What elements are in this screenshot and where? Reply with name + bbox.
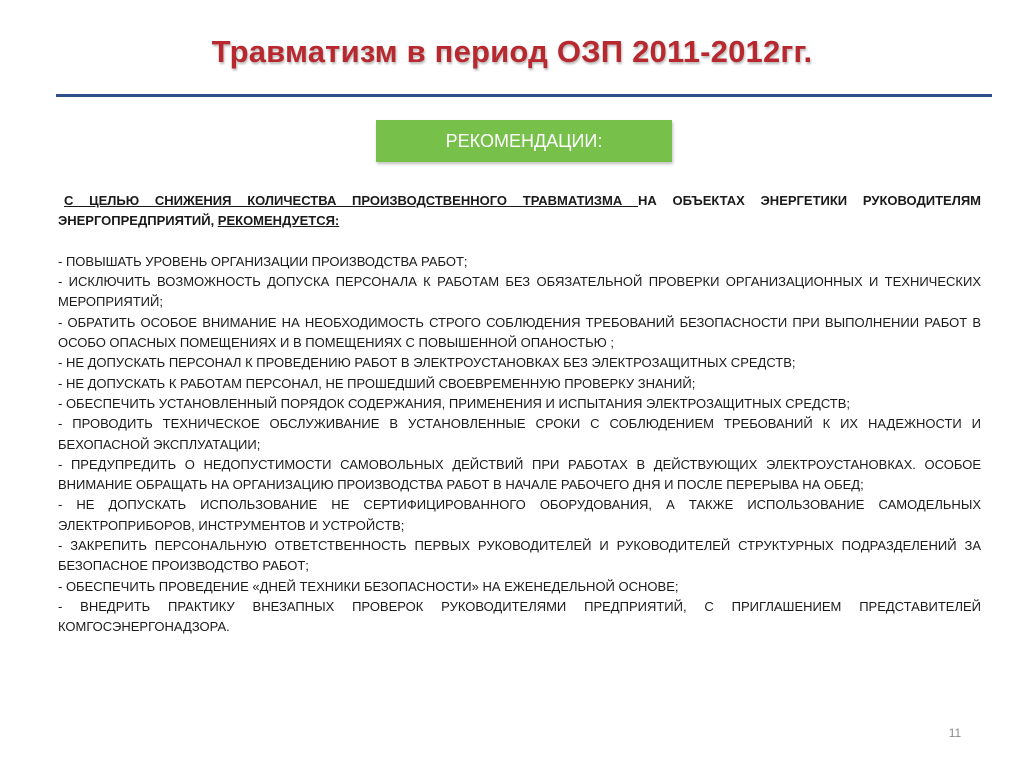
paragraph-gap — [58, 232, 981, 252]
page-number: 11 — [948, 726, 962, 740]
recommendations-text — [58, 191, 981, 638]
recommendation-item: - ИСКЛЮЧИТЬ ВОЗМОЖНОСТЬ ДОПУСКА ПЕРСОНАЛА К РАБОТАМ БЕЗ ОБЯЗАТЕЛЬНОЙ ПРОВЕРКИ ОРГАНИЗАЦИОННЫХ И ТЕХНИЧЕСКИХ МЕРОПРИЯТИЙ; — [58, 274, 981, 310]
recommendations-banner: РЕКОМЕНДАЦИИ: — [376, 120, 672, 162]
intro-recommended-word: РЕКОМЕНДУЕТСЯ: — [217, 213, 340, 229]
recommendation-item: - НЕ ДОПУСКАТЬ ПЕРСОНАЛ К ПРОВЕДЕНИЮ РАБОТ В ЭЛЕКТРОУСТАНОВКАХ БЕЗ ЭЛЕКТРОЗАЩИТНЫХ СРЕДСТВ; — [58, 355, 796, 371]
slide-title: Травматизм в период ОЗП 2011-2012гг. — [211, 34, 813, 69]
intro-paragraph — [58, 191, 981, 232]
recommendation-item: - ЗАКРЕПИТЬ ПЕРСОНАЛЬНУЮ ОТВЕТСТВЕННОСТЬ ПЕРВЫХ РУКОВОДИТЕЛЕЙ И РУКОВОДИТЕЛЕЙ СТРУКТУРНЫХ ПОДРАЗДЕЛЕНИЙ ЗА БЕЗОПАСНОЕ ПРОИЗВОДСТВО РАБОТ; — [58, 538, 981, 574]
recommendation-item: - ОБРАТИТЬ ОСОБОЕ ВНИМАНИЕ НА НЕОБХОДИМОСТЬ СТРОГО СОБЛЮДЕНИЯ ТРЕБОВАНИЙ БЕЗОПАСНОСТИ ПРИ ВЫПОЛНЕНИИ РАБОТ В ОСОБО ОПАСНЫХ ПОМЕЩЕНИЯХ И В ПОМЕЩЕНИЯХ С ПОВЫШЕННОЙ ОПАНОСТЬЮ ; — [58, 314, 981, 351]
intro-underlined-phrase: С ЦЕЛЬЮ СНИЖЕНИЯ КОЛИЧЕСТВА ПРОИЗВОДСТВЕННОГО ТРАВМАТИЗМА — [64, 193, 638, 208]
recommendation-item: - ОБЕСПЕЧИТЬ ПРОВЕДЕНИЕ «ДНЕЙ ТЕХНИКИ БЕЗОПАСНОСТИ» НА ЕЖЕНЕДЕЛЬНОЙ ОСНОВЕ; — [58, 578, 679, 594]
recommendation-item: - НЕ ДОПУСКАТЬ К РАБОТАМ ПЕРСОНАЛ, НЕ ПРОШЕДШИЙ СВОЕВРЕМЕННУЮ ПРОВЕРКУ ЗНАНИЙ; — [58, 375, 696, 391]
recommendation-item: - ПОВЫШАТЬ УРОВЕНЬ ОРГАНИЗАЦИИ ПРОИЗВОДСТВА РАБОТ; — [58, 253, 468, 269]
recommendation-item: - НЕ ДОПУСКАТЬ ИСПОЛЬЗОВАНИЕ НЕ СЕРТИФИЦИРОВАННОГО ОБОРУДОВАНИЯ, А ТАКЖЕ ИСПОЛЬЗОВАНИЕ САМОДЕЛЬНЫХ ЭЛЕКТРОПРИБОРОВ, ИНСТРУМЕНТОВ И УСТРОЙСТВ; — [58, 497, 981, 533]
recommendation-item: - ОБЕСПЕЧИТЬ УСТАНОВЛЕННЫЙ ПОРЯДОК СОДЕРЖАНИЯ, ПРИМЕНЕНИЯ И ИСПЫТАНИЯ ЭЛЕКТРОЗАЩИТНЫХ СРЕДСТВ; — [58, 395, 851, 411]
intro-text: НА ОБЪЕКТАХ ЭНЕРГЕТИКИ РУКОВОДИТЕЛЯМ ЭНЕРГОПРЕДПРИЯТИЙ, — [58, 193, 982, 229]
recommendation-item: - ВНЕДРИТЬ ПРАКТИКУ ВНЕЗАПНЫХ ПРОВЕРОК РУКОВОДИТЕЛЯМИ ПРЕДПРИЯТИЙ, С ПРИГЛАШЕНИЕМ ПРЕДСТАВИТЕЛЕЙ КОМГОСЭНЕРГОНАДЗОРА. — [58, 598, 981, 635]
recommendation-item: - ПРОВОДИТЬ ТЕХНИЧЕСКОЕ ОБСЛУЖИВАНИЕ В УСТАНОВЛЕННЫЕ СРОКИ С СОБЛЮДЕНИЕМ ТРЕБОВАНИЙ К ИХ НАДЕЖНОСТИ И БЕХОПАСНОЙ ЭКСПЛУАТАЦИИ; — [58, 416, 981, 452]
title-divider — [56, 94, 992, 97]
recommendation-item: - ПРЕДУПРЕДИТЬ О НЕДОПУСТИМОСТИ САМОВОЛЬНЫХ ДЕЙСТВИЙ ПРИ РАБОТАХ В ДЕЙСТВУЮЩИХ ЭЛЕКТРОУСТАНОВКАХ. ОСОБОЕ ВНИМАНИЕ ОБРАЩАТЬ НА ОРГАНИЗАЦИЮ ПРОИЗВОДСТВА РАБОТ В НАЧАЛЕ РАБОЧЕГО ДНЯ И ПОСЛЕ ПЕРЕРЫВА НА ОБЕД; — [58, 456, 981, 493]
